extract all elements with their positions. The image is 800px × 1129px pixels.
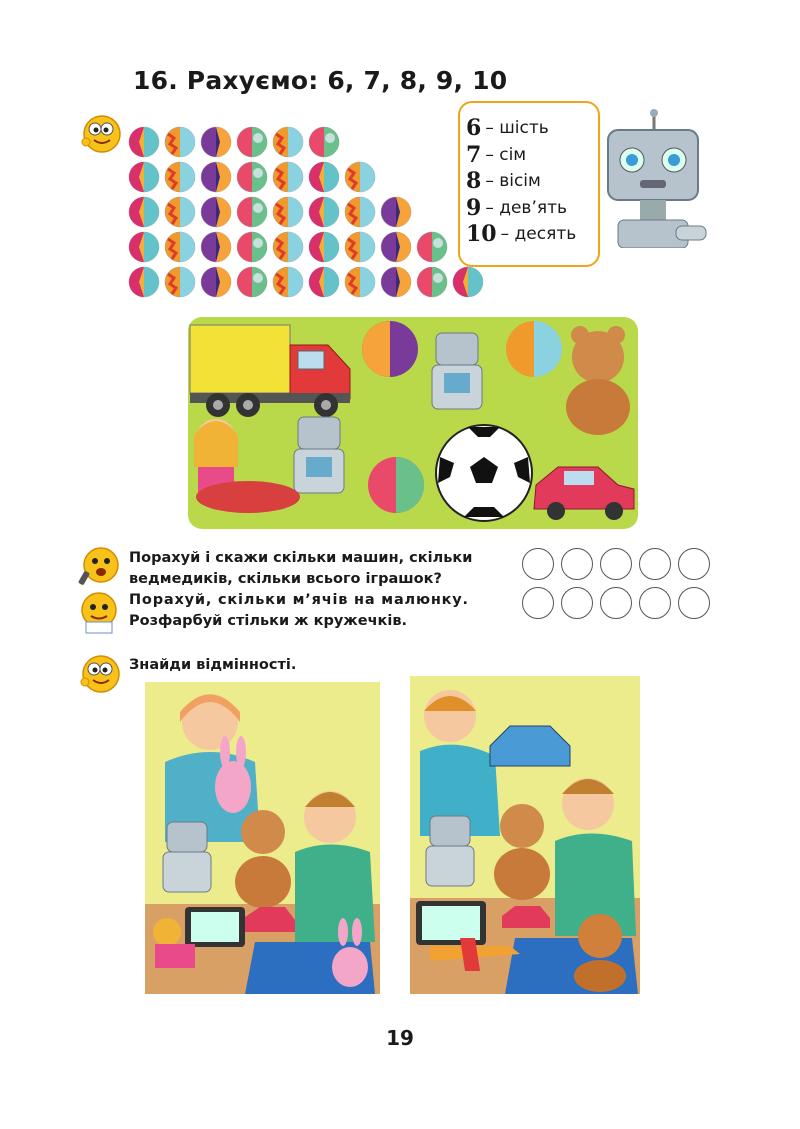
difference-picture-right <box>410 676 640 994</box>
color-circle[interactable] <box>639 587 671 619</box>
color-circle[interactable] <box>639 548 671 580</box>
number-row-6: 6 – шість <box>466 115 549 142</box>
task-find-differences: Знайди відмінності. <box>129 657 297 673</box>
task-count-toys: Порахуй і скажи скільки машин, скільки ведмедиків, скільки всього іграшок? <box>129 550 473 587</box>
color-circle[interactable] <box>678 587 710 619</box>
color-circle[interactable] <box>561 587 593 619</box>
speaking-smiley-icon <box>77 545 119 587</box>
color-circle[interactable] <box>600 548 632 580</box>
page-number: 19 <box>386 1026 414 1050</box>
number-names-box <box>458 101 600 267</box>
color-circle[interactable] <box>522 548 554 580</box>
thinking-smiley-icon <box>79 652 121 694</box>
color-circle[interactable] <box>600 587 632 619</box>
thinking-smiley-icon <box>80 112 122 154</box>
task-count-balls: Порахуй, скільки м’ячів на малюнку. Розфарбуй стільки ж кружечків. <box>129 592 469 629</box>
toys-scene-picture <box>178 317 646 529</box>
number-row-9: 9 – дев’ять <box>466 194 568 221</box>
color-circle[interactable] <box>522 587 554 619</box>
number-row-7: 7 – сім <box>466 141 527 168</box>
page-title: 16. Рахуємо: 6, 7, 8, 9, 10 <box>133 66 508 95</box>
color-circle[interactable] <box>561 548 593 580</box>
number-row-8: 8 – вісім <box>466 168 541 195</box>
circle-row-1 <box>522 548 710 580</box>
balls-counting-grid <box>128 126 500 302</box>
difference-picture-left <box>145 682 380 994</box>
number-row-10: 10 – десять <box>466 221 577 248</box>
color-circle[interactable] <box>678 548 710 580</box>
reading-smiley-icon <box>78 592 120 634</box>
robot-icon <box>598 108 710 248</box>
circle-row-2 <box>522 587 710 619</box>
